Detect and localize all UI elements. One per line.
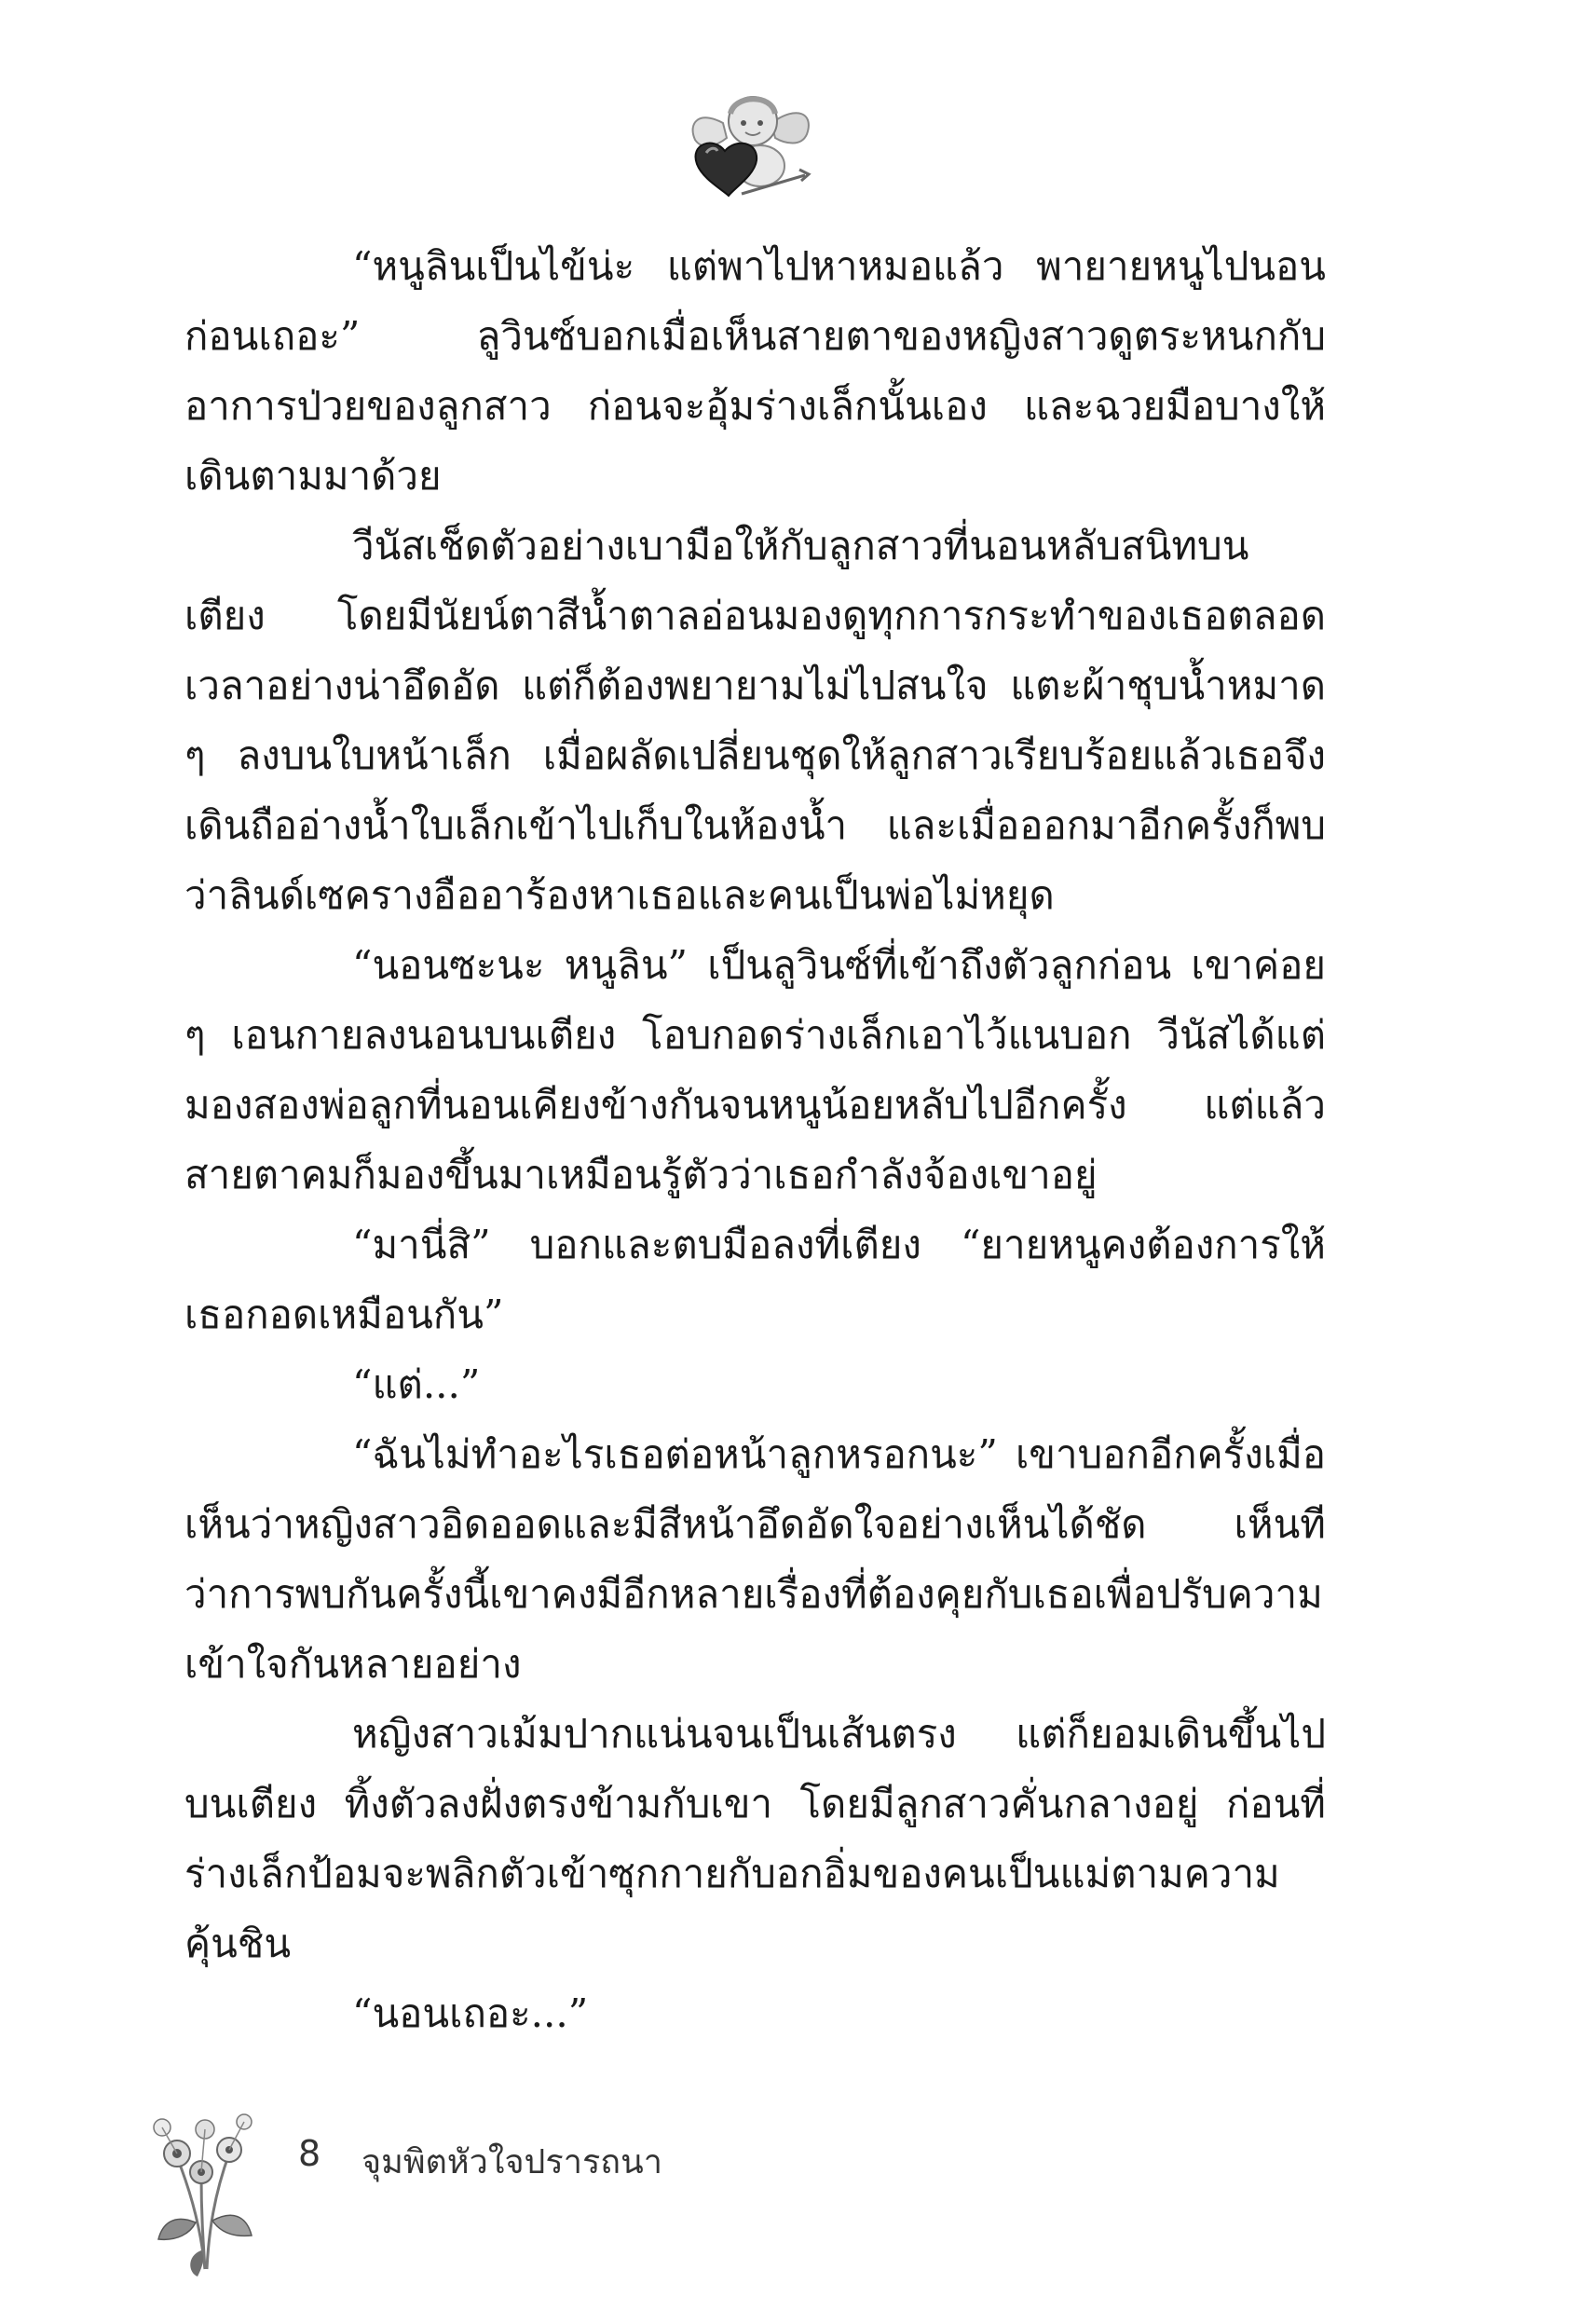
paragraph: “แต่...”: [352, 1361, 481, 1407]
cupid-with-heart-icon: [686, 86, 816, 205]
paragraph: “หนูลินเป็นไข้น่ะ แต่พาไปหาหมอแล้ว พายายหนูไปนอนก่อนเถอะ” ลูวินซ์บอกเมื่อเห็นสายตาของหญิงสาวดูตระหนกกับอาการป่วยของลูกสาว ก่อนจะอุ้มร่างเล็กนั้นเอง และฉวยมือบางให้เดินตามมาด้วย: [184, 243, 1326, 499]
paragraph: “นอนซะนะ หนูลิน” เป็นลูวินซ์ที่เข้าถึงตัวลูกก่อน เขาค่อย ๆ เอนกายลงนอนบนเตียง โอบกอดร่างเล็กเอาไว้แนบอก วีนัสได้แต่มองสองพ่อลูกที่นอนเคียงข้างกันจนหนูน้อยหลับไปอีกครั้ง แต่แล้วสายตาคมก็มองขึ้นมาเหมือนรู้ตัวว่าเธอกำลังจ้องเขาอยู่: [184, 942, 1326, 1197]
page-footer: [140, 2101, 792, 2288]
paragraph: “ฉันไม่ทำอะไรเธอต่อหน้าลูกหรอกนะ” เขาบอกอีกครั้งเมื่อเห็นว่าหญิงสาวอิดออดและมีสีหน้าอึดอัดใจอย่างเห็นได้ชัด เห็นทีว่าการพบกันครั้งนี้เขาคงมีอีกหลายเรื่องที่ต้องคุยกับเธอเพื่อปรับความเข้าใจกันหลายอย่าง: [184, 1431, 1326, 1687]
paragraph: “นอนเถอะ...”: [352, 1990, 589, 2036]
book-title: จุมพิตหัวใจปรารถนา: [361, 2143, 662, 2181]
paragraph: วีนัสเช็ดตัวอย่างเบามือให้กับลูกสาวที่นอนหลับสนิทบนเตียง โดยมีนัยน์ตาสีน้ำตาลอ่อนมองดูทุกการกระทำของเธอตลอดเวลาอย่างน่าอึดอัด แต่ก็ต้องพยายามไม่ไปสนใจ แตะผ้าชุบน้ำหมาด ๆ ลงบนใบหน้าเล็ก เมื่อผลัดเปลี่ยนชุดให้ลูกสาวเรียบร้อยแล้วเธอจึงเดินถืออ่างน้ำใบเล็กเข้าไปเก็บในห้องน้ำ และเมื่อออกมาอีกครั้งก็พบว่าลินด์เซครางอืออาร้องหาเธอและคนเป็นพ่อไม่หยุด: [184, 523, 1326, 918]
paragraph: “มานี่สิ” บอกและตบมือลงที่เตียง “ยายหนูคงต้องการให้เธอกอดเหมือนกัน”: [184, 1222, 1326, 1337]
paragraph: หญิงสาวเม้มปากแน่นจนเป็นเส้นตรง แต่ก็ยอมเดินขึ้นไปบนเตียง ทิ้งตัวลงฝั่งตรงข้ามกับเขา โดยมีลูกสาวคั่นกลางอยู่ ก่อนที่ร่างเล็กป้อมจะพลิกตัวเข้าซุกกายกับอกอิ่มของคนเป็นแม่ตามความคุ้นชิน: [184, 1711, 1326, 1966]
body-text: [184, 231, 1326, 2048]
flower-bouquet-icon: [140, 2101, 261, 2278]
page-number: 8: [298, 2133, 321, 2174]
